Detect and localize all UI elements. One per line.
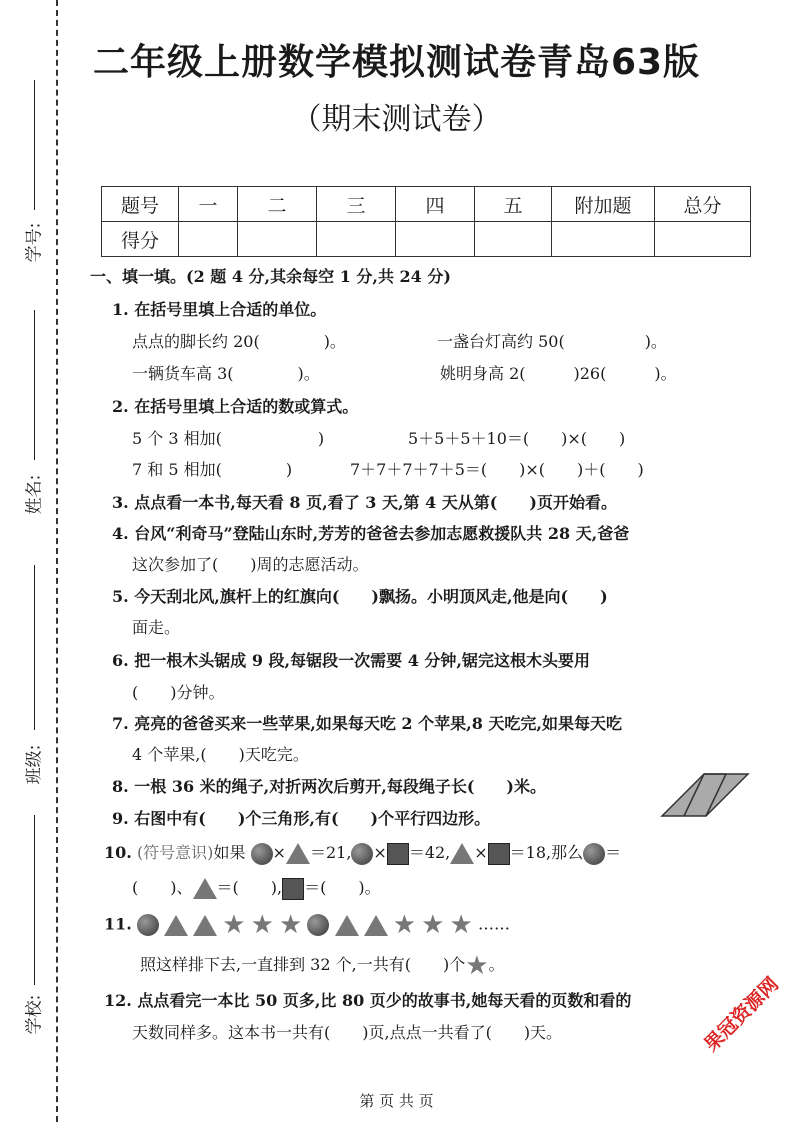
question-10-p2: ＝42, (408, 843, 451, 862)
score-header-cell: 五 (475, 187, 552, 222)
square-icon (488, 843, 510, 865)
question-2-b: 5＋5＋5＋10＝( )×( ) (408, 429, 626, 448)
question-1-b: 一盏台灯高约 50( )。 (437, 332, 667, 351)
score-input-cell[interactable] (655, 222, 751, 257)
score-input-cell[interactable] (552, 222, 655, 257)
question-10-blank-square: ＝( )。 (304, 878, 381, 897)
question-1-stem: 1. 在括号里填上合适的单位。 (112, 300, 327, 319)
score-input-cell[interactable] (317, 222, 396, 257)
circle-icon (137, 914, 159, 936)
question-10-eq: ＝ (605, 843, 622, 862)
triangle-icon (193, 878, 217, 899)
score-header-cell: 题号 (102, 187, 179, 222)
triangles-parallelogram-figure (660, 770, 750, 820)
score-table-score-row (102, 222, 751, 257)
triangle-icon (364, 915, 388, 936)
question-2-c: 7 和 5 相加( ) (132, 460, 293, 479)
circle-icon (583, 843, 605, 865)
star-icon: ★ (421, 910, 445, 940)
page-title: 二年级上册数学模拟测试卷青岛63版 (92, 42, 701, 83)
question-1-c: 一辆货车高 3( )。 (132, 364, 320, 383)
class-label: 班级: (24, 744, 45, 785)
question-5-line2: 面走。 (132, 618, 181, 637)
question-3: 3. 点点看一本书,每天看 8 页,看了 3 天,第 4 天从第( )页开始看。 (112, 493, 617, 512)
question-10-p1: ＝21, (309, 843, 352, 862)
student-id-label: 学号: (24, 222, 45, 263)
score-row-label: 得分 (102, 222, 179, 257)
question-12-line2: 天数同样多。这本书一共有( )页,点点一共看了( )天。 (132, 1023, 563, 1042)
question-10-line2 (132, 875, 381, 900)
question-8: 8. 一根 36 米的绳子,对折两次后剪开,每段绳子长( )米。 (112, 777, 546, 796)
question-6-line1: 6. 把一根木头锯成 9 段,每锯段一次需要 4 分钟,锯完这根木头要用 (112, 651, 590, 670)
question-11-ellipsis: …… (477, 914, 510, 934)
question-10-comma: , (277, 878, 283, 897)
score-input-cell[interactable] (238, 222, 317, 257)
score-header-cell: 三 (317, 187, 396, 222)
question-1-d: 姚明身高 2( )26( )。 (440, 364, 677, 383)
question-11-end: 。 (488, 955, 505, 974)
score-header-cell: 二 (238, 187, 317, 222)
question-4-line2: 这次参加了( )周的志愿活动。 (132, 555, 369, 574)
question-10-hint: (符号意识) (136, 843, 214, 862)
figure-outline (662, 774, 748, 816)
question-2-d: 7＋7＋7＋7＋5＝( )×( )＋( ) (350, 460, 644, 479)
square-icon (282, 878, 304, 900)
question-10-number: 10. (104, 843, 132, 862)
page-subtitle: （期末测试卷） (291, 102, 502, 137)
section-heading: 一、填一填。(2 题 4 分,其余每空 1 分,共 24 分) (90, 267, 451, 286)
question-10-p3: ＝18,那么 (509, 843, 584, 862)
score-header-cell: 总分 (655, 187, 751, 222)
star-icon: ★ (392, 910, 417, 940)
question-11-line1 (104, 912, 510, 938)
question-6-line2: ( )分钟。 (132, 683, 225, 702)
question-7-line2: 4 个苹果,( )天吃完。 (132, 745, 309, 764)
school-label: 学校: (24, 994, 45, 1035)
binding-dashed-line (56, 0, 58, 1122)
triangle-icon (164, 915, 188, 936)
triangle-icon (335, 915, 359, 936)
question-1-a: 点点的脚长约 20( )。 (132, 332, 346, 351)
question-12-line1: 12. 点点看完一本比 50 页多,比 80 页少的故事书,她每天看的页数和看的 (104, 991, 632, 1010)
star-icon: ★ (449, 910, 473, 940)
question-4-line1: 4. 台风“利奇马”登陆山东时,芳芳的爸爸去参加志愿救援队共 28 天,爸爸 (112, 524, 630, 543)
star-icon: ★ (250, 910, 274, 940)
question-11-text: 照这样排下去,一直排到 32 个,一共有( )个 (140, 955, 466, 974)
question-10-pre: 如果 (213, 843, 246, 862)
question-10-line1: 10. (符号意识)如果 × ＝21, × ＝42, × ＝18,那么 ＝ (104, 840, 621, 865)
question-11-number: 11. (104, 914, 132, 934)
question-10-blank-circle: ( )、 (132, 878, 193, 897)
question-2-a: 5 个 3 相加( ) (132, 429, 325, 448)
score-table (101, 186, 751, 257)
score-header-cell: 一 (179, 187, 238, 222)
triangle-icon (286, 843, 310, 864)
circle-icon (307, 914, 329, 936)
star-icon: ★ (465, 950, 489, 981)
score-input-cell[interactable] (396, 222, 475, 257)
score-table-header-row (102, 187, 751, 222)
square-icon (387, 843, 409, 865)
question-9: 9. 右图中有( )个三角形,有( )个平行四边形。 (112, 809, 491, 828)
score-input-cell[interactable] (179, 222, 238, 257)
circle-icon (351, 843, 373, 865)
page-footer: 第 页 共 页 (359, 1092, 434, 1110)
circle-icon (251, 843, 273, 865)
question-2-stem: 2. 在括号里填上合适的数或算式。 (112, 397, 359, 416)
question-5-line1: 5. 今天刮北风,旗杆上的红旗向( )飘扬。小明顶风走,他是向( ) (112, 587, 608, 606)
watermark: 果冠资源网 (700, 973, 783, 1056)
triangle-icon (450, 843, 474, 864)
question-11-line2 (140, 952, 505, 979)
question-10-blank-triangle: ＝( ) (216, 878, 277, 897)
question-7-line1: 7. 亮亮的爸爸买来一些苹果,如果每天吃 2 个苹果,8 天吃完,如果每天吃 (112, 714, 622, 733)
name-label: 姓名: (24, 474, 45, 515)
score-input-cell[interactable] (475, 222, 552, 257)
score-header-cell: 附加题 (552, 187, 655, 222)
score-header-cell: 四 (396, 187, 475, 222)
star-icon: ★ (222, 910, 246, 940)
triangle-icon (193, 915, 217, 936)
star-icon: ★ (279, 910, 303, 940)
